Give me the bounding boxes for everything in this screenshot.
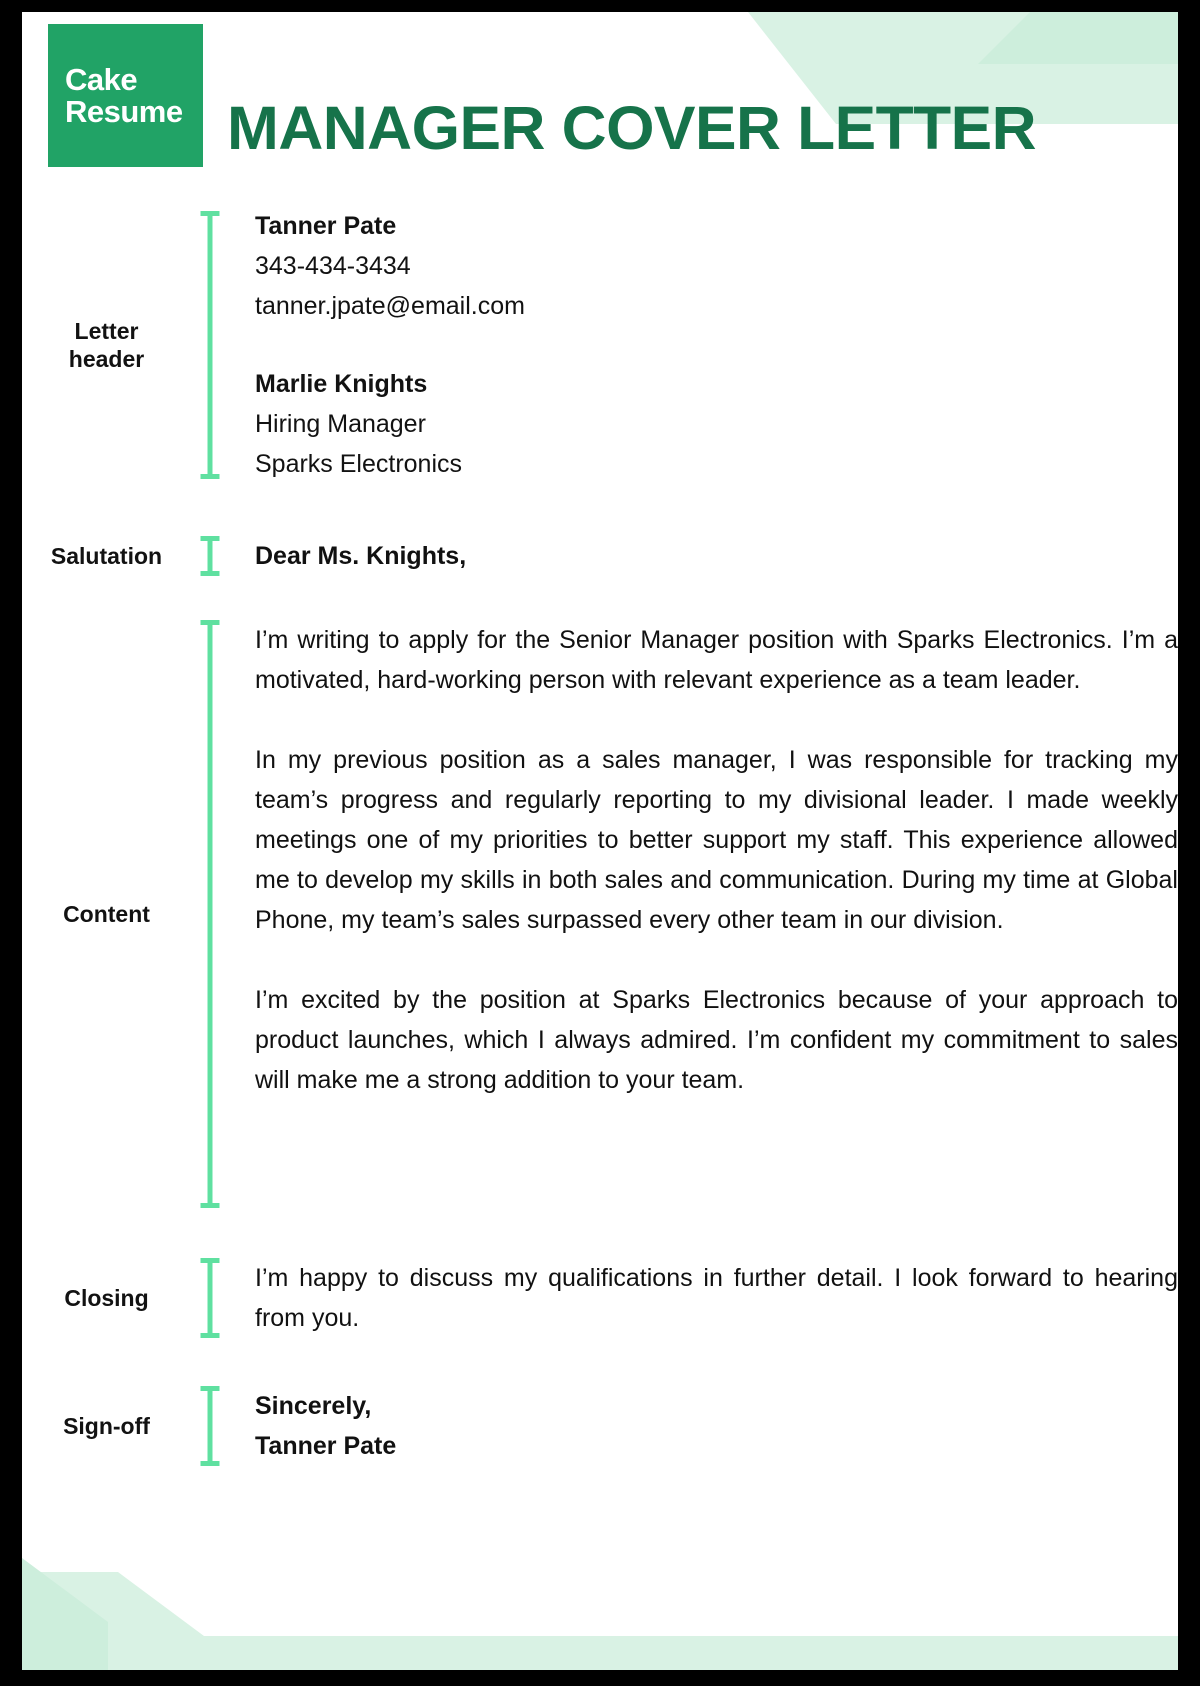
letter-header-content [223,206,1178,484]
bracket-stem [208,1258,213,1338]
bracket-stem [208,620,213,1208]
bracket-cap-top [201,1386,220,1391]
letter-sheet [22,12,1178,1670]
sign-off-valediction: Sincerely, [255,1392,372,1420]
sender-phone: 343-434-3434 [255,252,411,280]
address-spacer [255,326,1178,364]
content-paragraph: In my previous position as a sales manager, I was responsible for tracking my team’s progress and regularly reporting to my divisional leader. I made weekly meetings one of my priorities to better support my staff. This experience allowed me to develop my skills in both sales and communication. During my time at Global Phone, my team’s sales surpassed every other team in our division. [255,746,1178,934]
recipient-job-title: Hiring Manager [255,410,426,438]
sign-off-name: Tanner Pate [255,1432,397,1460]
cakeresume-logo [48,24,203,167]
bracket-closing [197,1258,223,1338]
sender-email: tanner.jpate@email.com [255,292,525,320]
section-label-content: Content [63,900,150,927]
logo-line-resume: Resume [65,93,183,129]
bracket-cap-bottom [201,1461,220,1466]
document-header [22,12,1178,192]
salutation-text: Dear Ms. Knights, [255,542,467,570]
closing-paragraph: I’m happy to discuss my qualifications in further detail. I look forward to hearing from you. [255,1264,1178,1332]
bracket-sign-off [197,1386,223,1466]
sender-name: Tanner Pate [255,212,397,240]
bracket-stem [208,1386,213,1466]
section-salutation [22,536,1178,576]
section-label-salutation: Salutation [50,542,163,569]
bracket-letter-header [197,211,223,479]
section-letter-header [22,206,1178,484]
section-label-closing: Closing [64,1284,149,1311]
bracket-salutation [197,536,223,576]
letter-body [22,200,1178,1466]
bracket-content [197,620,223,1208]
section-sign-off [22,1386,1178,1466]
salutation-content [223,536,1178,576]
sign-off-content [223,1386,1178,1466]
recipient-company: Sparks Electronics [255,450,463,478]
corner-decoration-bottom-left [22,1510,1178,1670]
bracket-stem [208,211,213,479]
section-content-body [22,620,1178,1208]
bracket-cap-bottom [201,1203,220,1208]
section-closing [22,1258,1178,1338]
logo-line-cake: Cake [65,61,138,97]
section-label-letter-header-line1: Letter [74,317,139,344]
bracket-cap-bottom [201,474,220,479]
closing-content [223,1258,1178,1338]
bracket-cap-top [201,211,220,216]
content-paragraph: I’m excited by the position at Sparks Electronics because of your approach to product launches, which I always admired. I’m confident my commitment to sales will make me a strong addition to your team. [255,986,1178,1094]
bracket-cap-top [201,620,220,625]
section-label-letter-header-line2: header [68,346,145,372]
section-label-letter-header [22,206,197,484]
content-paragraph: I’m writing to apply for the Senior Manager position with Sparks Electronics. I’m a motivated, hard-working person with relevant experience as a team leader. [255,626,1178,694]
bracket-stem [208,536,213,576]
section-label-sign-off: Sign-off [63,1412,150,1439]
bracket-cap-top [201,536,220,541]
bracket-cap-top [201,1258,220,1263]
bracket-cap-bottom [201,571,220,576]
page-title: MANAGER COVER LETTER [227,94,1037,162]
bracket-cap-bottom [201,1333,220,1338]
recipient-name: Marlie Knights [255,370,428,398]
content-paragraphs [223,620,1178,1208]
